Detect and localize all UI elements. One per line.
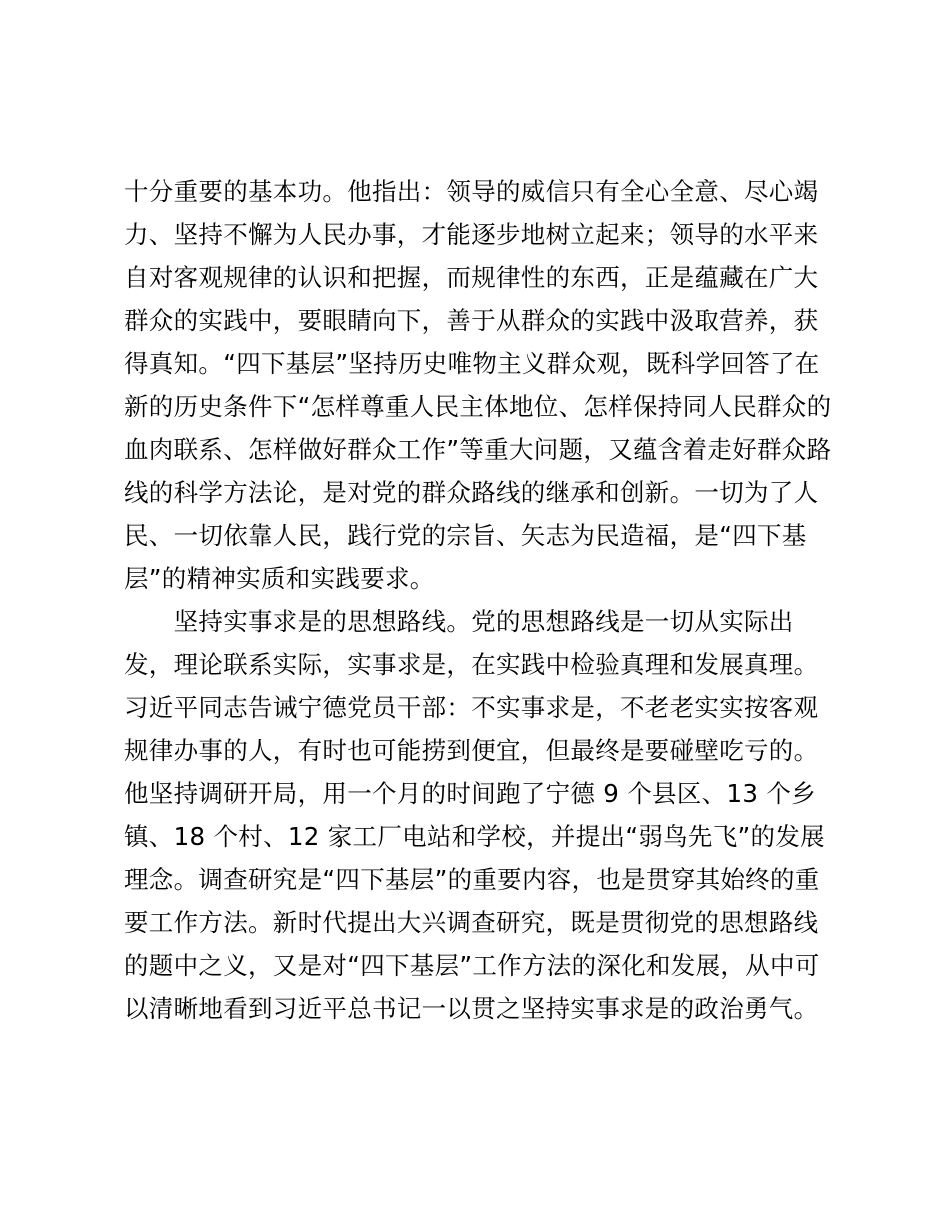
text-line: 的题中之义，又是对“四下基层”工作方法的深化和发展，从中可 (124, 951, 820, 980)
text-line: 坚持实事求是的思想路线。党的思想路线是一切从实际出 (124, 607, 794, 636)
text-line: 理念。调查研究是“四下基层”的重要内容，也是贯穿其始终的重 (124, 865, 820, 894)
text-line: 新的历史条件下“怎样尊重人民主体地位、怎样保持同人民群众的 (124, 392, 832, 421)
text-line: 以清晰地看到习近平总书记一以贯之坚持实事求是的政治勇气。 (124, 994, 819, 1023)
text-line: 规律办事的人，有时也可能捞到便宜，但最终是要碰壁吃亏的。 (124, 736, 819, 765)
text-line: 层”的精神实质和实践要求。 (124, 564, 435, 593)
text-line: 镇、18 个村、12 家工厂电站和学校，并提出“弱鸟先飞”的发展 (124, 822, 825, 851)
text-line: 他坚持调研开局，用一个月的时间跑了宁德 9 个县区、13 个乡 (124, 779, 816, 808)
text-line: 习近平同志告诫宁德党员干部：不实事求是，不老老实实按客观 (124, 693, 819, 722)
text-line: 自对客观规律的认识和把握，而规律性的东西，正是蕴藏在广大 (124, 263, 819, 292)
body-text (124, 170, 836, 1030)
text-line: 得真知。“四下基层”坚持历史唯物主义群众观，既科学回答了在 (124, 349, 820, 378)
text-line: 十分重要的基本功。他指出：领导的威信只有全心全意、尽心竭 (124, 177, 819, 206)
text-line: 血肉联系、怎样做好群众工作”等重大问题，又蕴含着走好群众路 (124, 435, 832, 464)
text-line: 群众的实践中，要眼睛向下，善于从群众的实践中汲取营养，获 (124, 306, 819, 335)
text-line: 力、坚持不懈为人民办事，才能逐步地树立起来；领导的水平来 (124, 220, 819, 249)
text-line: 线的科学方法论，是对党的群众路线的继承和创新。一切为了人 (124, 478, 819, 507)
text-line: 民、一切依靠人民，践行党的宗旨、矢志为民造福，是“四下基 (124, 521, 807, 550)
text-line: 发，理论联系实际，实事求是，在实践中检验真理和发展真理。 (124, 650, 819, 679)
text-line: 要工作方法。新时代提出大兴调查研究，既是贯彻党的思想路线 (124, 908, 819, 937)
